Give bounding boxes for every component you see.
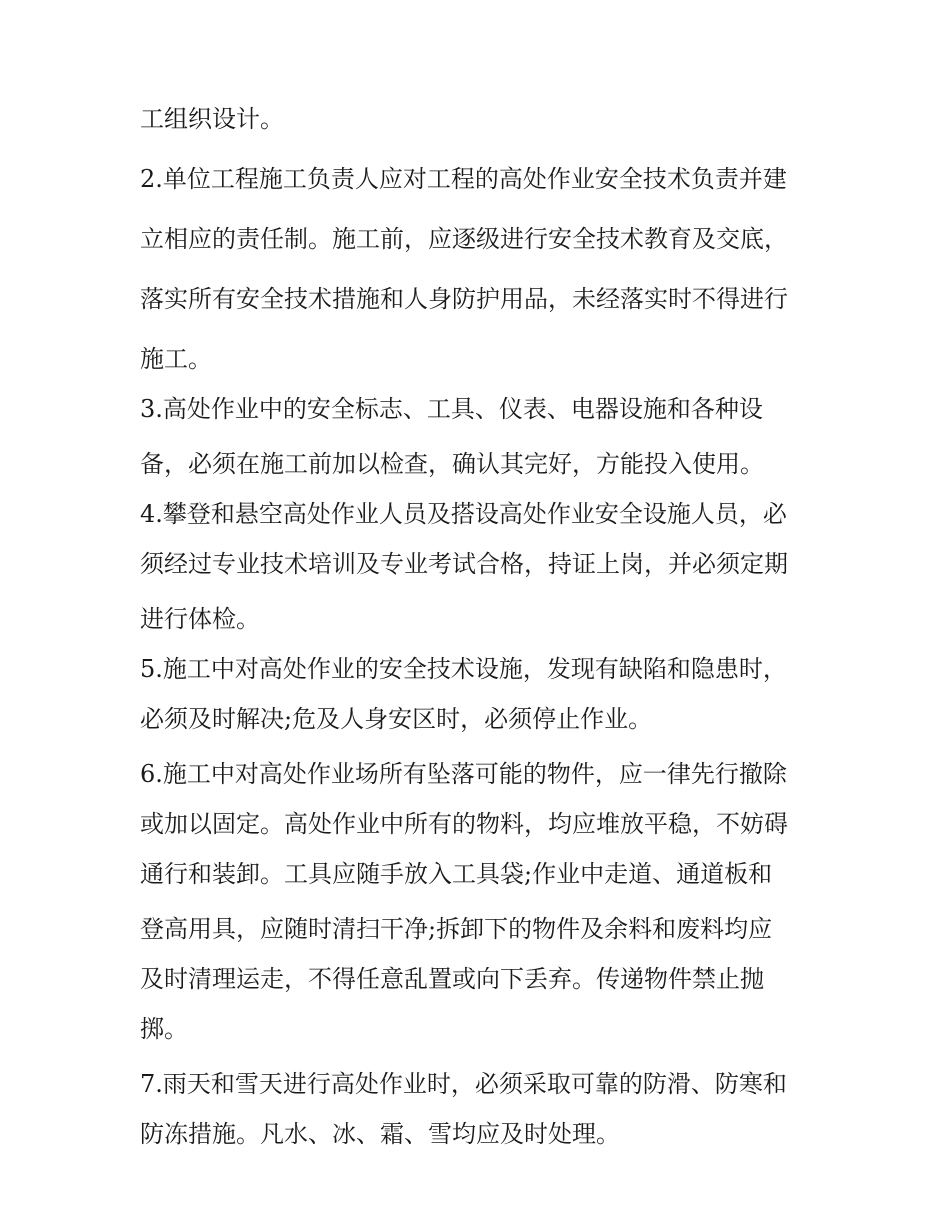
- text-line: 7.雨天和雪天进行高处作业时，必须采取可靠的防滑、防寒和: [140, 1070, 787, 1098]
- text-line: 4.攀登和悬空高处作业人员及搭设高处作业安全设施人员，必: [140, 500, 787, 528]
- text-line: 5.施工中对高处作业的安全技术设施，发现有缺陷和隐患时，: [140, 655, 787, 683]
- text-line: 落实所有安全技术措施和人身防护用品，未经落实时不得进行: [140, 285, 788, 313]
- text-line: 或加以固定。高处作业中所有的物料，均应堆放平稳，不妨碍: [140, 810, 788, 838]
- text-line: 及时清理运走，不得任意乱置或向下丢弃。传递物件禁止抛: [140, 965, 764, 993]
- text-line: 防冻措施。凡水、冰、霜、雪均应及时处理。: [140, 1120, 620, 1148]
- text-line: 进行体检。: [140, 605, 260, 633]
- text-line: 立相应的责任制。施工前，应逐级进行安全技术教育及交底，: [140, 225, 788, 253]
- text-line: 施工。: [140, 345, 212, 373]
- text-line: 工组织设计。: [140, 105, 284, 133]
- text-line: 掷。: [140, 1015, 188, 1043]
- text-line: 通行和装卸。工具应随手放入工具袋;作业中走道、通道板和: [140, 860, 773, 888]
- text-line: 6.施工中对高处作业场所有坠落可能的物件，应一律先行撤除: [140, 760, 787, 788]
- text-line: 必须及时解决;危及人身安区时，必须停止作业。: [140, 705, 653, 733]
- text-line: 登高用具，应随时清扫干净;拆卸下的物件及余料和废料均应: [140, 915, 773, 943]
- text-line: 须经过专业技术培训及专业考试合格，持证上岗，并必须定期: [140, 550, 788, 578]
- text-line: 备，必须在施工前加以检查，确认其完好，方能投入使用。: [140, 450, 764, 478]
- text-line: 3.高处作业中的安全标志、工具、仪表、电器设施和各种设: [140, 395, 763, 423]
- text-line: 2.单位工程施工负责人应对工程的高处作业安全技术负责并建: [140, 165, 787, 193]
